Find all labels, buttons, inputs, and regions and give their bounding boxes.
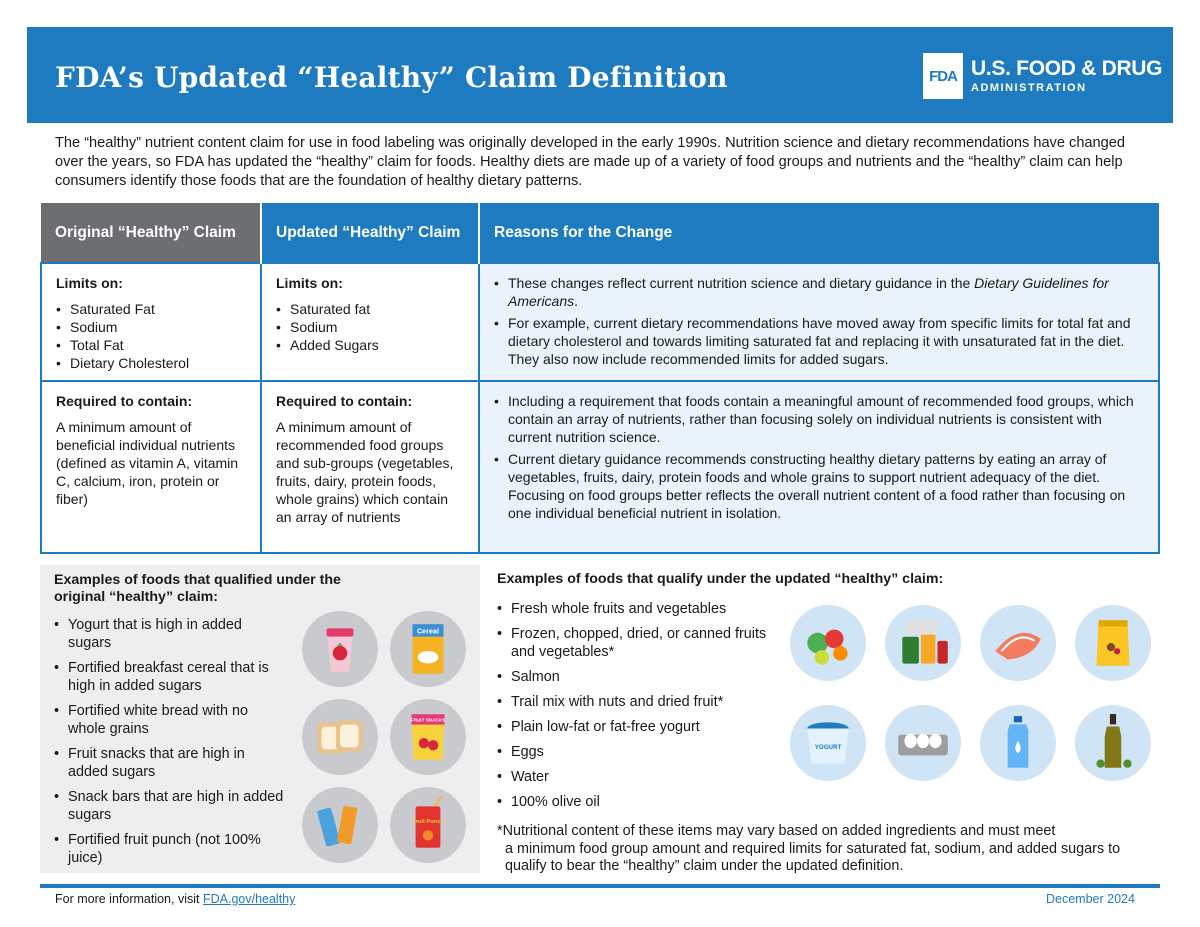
page-title: FDA’s Updated “Healthy” Claim Definition — [55, 61, 728, 94]
cell-label: Limits on: — [56, 275, 123, 291]
list-item: • Fortified white bread with no whole grains — [54, 703, 284, 738]
list-item: • Fortified fruit punch (not 100% juice) — [54, 832, 284, 867]
page-header — [27, 27, 1173, 123]
logo-line2: ADMINISTRATION — [971, 82, 1087, 94]
header-original: Original “Healthy” Claim — [41, 203, 261, 263]
bread-slices-icon — [302, 699, 378, 775]
updated-limits-list — [276, 300, 464, 354]
list-item: • Snack bars that are high in added sugars — [54, 789, 284, 824]
list-item: • Eggs — [497, 743, 777, 761]
list-item: • 100% olive oil — [497, 793, 777, 811]
list-item: • Added Sugars — [276, 336, 464, 354]
list-item: • Dietary Cholesterol — [56, 354, 246, 372]
cell-updated-required — [261, 381, 479, 553]
original-examples-panel — [40, 565, 480, 873]
fda-logo-mark: FDA — [923, 53, 963, 99]
list-item: • Sodium — [56, 318, 246, 336]
fruit-punch-label: Fruit Punch — [412, 818, 444, 825]
yogurt-cup-icon — [302, 611, 378, 687]
list-item: • Fortified breakfast cereal that is high in added sugars — [54, 660, 284, 695]
list-item: • Plain low-fat or fat-free yogurt — [497, 718, 777, 736]
cell-reasons-required — [479, 381, 1159, 553]
cereal-box-icon — [390, 611, 466, 687]
footer-date: December 2024 — [1046, 892, 1135, 906]
list-item: • Yogurt that is high in added sugars — [54, 617, 284, 652]
logo-line1: U.S. FOOD & DRUG — [971, 57, 1163, 80]
header-updated: Updated “Healthy” Claim — [261, 203, 479, 263]
yogurt-label: YOGURT — [814, 744, 842, 752]
list-item: • Saturated fat — [276, 300, 464, 318]
cell-text: A minimum amount of recommended food groups and sub-groups (vegetables, fruits, dairy, protein foods, whole grains) which contain an array of nutrients — [276, 419, 454, 525]
original-examples-list — [54, 617, 284, 875]
list-item: • Saturated Fat — [56, 300, 246, 318]
snack-bars-icon — [302, 787, 378, 863]
cell-label: Limits on: — [276, 275, 343, 291]
table-header-row — [41, 203, 1159, 263]
list-item: • Fruit snacks that are high in added sugars — [54, 746, 284, 781]
eggs-icon — [885, 705, 961, 781]
list-item: • Including a requirement that foods contain a meaningful amount of recommended food groups, which contain an array of nutrients, rather than focusing solely on individual nutrients is consistent with current nutrition science. — [494, 392, 1144, 446]
fruits-vegetables-icon — [790, 605, 866, 681]
updated-examples-heading: Examples of foods that qualify under the updated “healthy” claim: — [497, 571, 944, 587]
list-item: • Frozen, chopped, dried, or canned fruits and vegetables* — [497, 625, 777, 661]
fruit-snacks-label: FRUIT SNACKS — [410, 717, 446, 723]
olive-oil-icon — [1075, 705, 1151, 781]
fda-healthy-link[interactable]: FDA.gov/healthy — [202, 892, 296, 906]
list-item: • Total Fat — [56, 336, 246, 354]
footer-divider — [40, 884, 1160, 888]
cell-updated-limits — [261, 263, 479, 381]
cell-label: Required to contain: — [56, 393, 193, 409]
footer-info: For more information, visit FDA.gov/healthy — [55, 892, 296, 906]
fruit-punch-box-icon — [390, 787, 466, 863]
list-item: • Fresh whole fruits and vegetables — [497, 600, 777, 618]
yogurt-tub-icon — [790, 705, 866, 781]
list-item: • Salmon — [497, 668, 777, 686]
fda-logo — [923, 53, 1162, 99]
cell-reasons-limits — [479, 263, 1159, 381]
cell-original-limits — [41, 263, 261, 381]
reasons-list — [494, 392, 1144, 522]
water-bottle-icon — [980, 705, 1056, 781]
cell-text: A minimum amount of beneficial individual nutrients (defined as vitamin A, vitamin C, calcium, iron, protein or fiber) — [56, 419, 239, 507]
fruit-snacks-bag-icon — [390, 699, 466, 775]
comparison-table — [40, 203, 1160, 554]
dietary-guidelines-title: Dietary Guidelines for Americans — [508, 275, 1109, 309]
trail-mix-icon — [1075, 605, 1151, 681]
canned-produce-icon — [885, 605, 961, 681]
salmon-icon — [980, 605, 1056, 681]
list-item: • These changes reflect current nutrition science and dietary guidance in the Dietary Guidelines for Americans. — [494, 274, 1144, 310]
original-examples-heading: Examples of foods that qualified under the original “healthy” claim: — [54, 572, 341, 605]
header-reasons: Reasons for the Change — [479, 203, 1159, 263]
cereal-label: Cereal — [416, 626, 440, 636]
list-item: • Trail mix with nuts and dried fruit* — [497, 693, 777, 711]
cell-original-required — [41, 381, 261, 553]
list-item: • Water — [497, 768, 777, 786]
intro-paragraph: The “healthy” nutrient content claim for use in food labeling was originally developed in the early 1990s. Nutrition science and dietary recommendations have changed over the years, so FDA has updated the “healthy” claim for foods. Healthy diets are made up of a variety of food groups and nutrients and the “healthy” claim can help consumers identify those foods that are the foundation of healthy dietary patterns. — [55, 135, 1126, 189]
reasons-list — [494, 274, 1144, 368]
updated-examples-list — [497, 600, 777, 818]
list-item: • Sodium — [276, 318, 464, 336]
table-row-limits — [41, 263, 1159, 381]
list-item: • Current dietary guidance recommends constructing healthy dietary patterns by eating an array of vegetables, fruits, dairy, protein foods and whole grains to support nutrient adequacy of the diet. Focusing on food groups better reflects the overall nutrient content of a food rather than focusing on one individual beneficial nutrient in isolation. — [494, 450, 1144, 522]
cell-label: Required to contain: — [276, 393, 413, 409]
table-row-required — [41, 381, 1159, 553]
original-limits-list — [56, 300, 246, 372]
footnote: *Nutritional content of these items may vary based on added ingredients and must meet a minimum food group amount and required limits for saturated fat, sodium, and added sugars to qualify to bear the “healthy” claim under the updated definition. — [497, 823, 1121, 874]
list-item: • For example, current dietary recommendations have moved away from specific limits for total fat and dietary cholesterol and towards limiting saturated fat and replacing it with unsaturated fat in the diet. They also now include recommended limits for added sugars. — [494, 314, 1144, 368]
